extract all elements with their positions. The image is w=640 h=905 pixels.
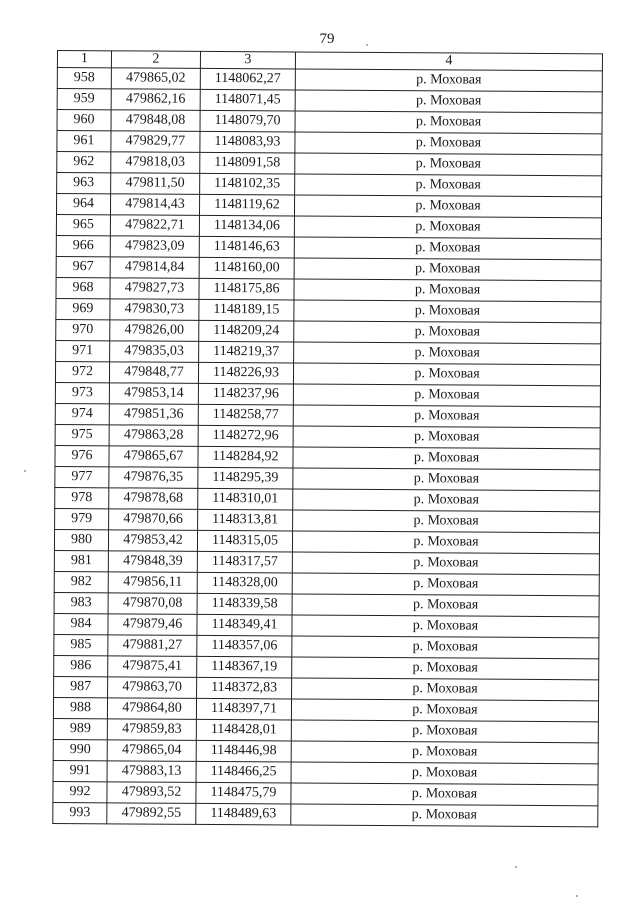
description-cell: р. Моховая (293, 468, 600, 491)
table-row (56, 235, 601, 259)
x-coordinate-cell: 479856,11 (108, 572, 197, 594)
description-cell: р. Моховая (293, 363, 600, 386)
table-row (56, 298, 601, 322)
point-number-cell: 972 (55, 361, 109, 382)
description-cell: р. Моховая (291, 783, 598, 806)
y-coordinate-cell: 1148119,62 (199, 194, 294, 216)
point-number-cell: 989 (53, 718, 107, 739)
point-number-cell: 971 (56, 340, 110, 361)
header-col-2: 2 (111, 51, 200, 69)
y-coordinate-cell: 1148102,35 (200, 173, 295, 195)
x-coordinate-cell: 479865,67 (109, 446, 198, 468)
table-row (57, 173, 602, 197)
y-coordinate-cell: 1148295,39 (198, 467, 293, 489)
table-row (57, 68, 602, 92)
description-cell: р. Моховая (295, 174, 602, 197)
x-coordinate-cell: 479814,43 (110, 194, 199, 216)
point-number-cell: 990 (53, 739, 107, 760)
table-row (57, 152, 602, 176)
table-row (56, 340, 601, 364)
y-coordinate-cell: 1148071,45 (200, 89, 295, 111)
table-row (54, 634, 599, 658)
description-cell: р. Моховая (292, 615, 599, 638)
description-cell: р. Моховая (293, 426, 600, 449)
description-cell: р. Моховая (295, 69, 602, 92)
table-row (55, 487, 600, 511)
description-cell: р. Моховая (291, 804, 598, 827)
description-cell: р. Моховая (292, 573, 599, 596)
y-coordinate-cell: 1148372,83 (197, 677, 292, 699)
x-coordinate-cell: 479853,42 (108, 530, 197, 552)
header-col-4: 4 (295, 52, 602, 71)
y-coordinate-cell: 1148357,06 (197, 635, 292, 657)
y-coordinate-cell: 1148146,63 (199, 236, 294, 258)
table-row (53, 802, 598, 826)
point-number-cell: 962 (57, 152, 111, 173)
description-cell: р. Моховая (295, 111, 602, 134)
table-row (55, 508, 600, 532)
point-number-cell: 982 (54, 571, 108, 592)
description-cell: р. Моховая (293, 510, 600, 533)
y-coordinate-cell: 1148339,58 (197, 593, 292, 615)
description-cell: р. Моховая (292, 636, 599, 659)
description-cell: р. Моховая (291, 762, 598, 785)
point-number-cell: 991 (53, 760, 107, 781)
scan-speck (24, 470, 26, 472)
scan-speck (366, 44, 368, 46)
table-row (54, 613, 599, 637)
y-coordinate-cell: 1148258,77 (198, 404, 293, 426)
y-coordinate-cell: 1148313,81 (198, 509, 293, 531)
y-coordinate-cell: 1148310,01 (198, 488, 293, 510)
table-row (54, 550, 599, 574)
x-coordinate-cell: 479835,03 (110, 341, 199, 363)
x-coordinate-cell: 479870,08 (108, 593, 197, 615)
point-number-cell: 984 (54, 613, 108, 634)
x-coordinate-cell: 479811,50 (111, 173, 200, 195)
description-cell: р. Моховая (292, 594, 599, 617)
x-coordinate-cell: 479822,71 (110, 215, 199, 237)
table-row (53, 781, 598, 805)
point-number-cell: 968 (56, 277, 110, 298)
y-coordinate-cell: 1148209,24 (199, 320, 294, 342)
x-coordinate-cell: 479829,77 (111, 131, 200, 153)
description-cell: р. Моховая (293, 384, 600, 407)
y-coordinate-cell: 1148446,98 (196, 740, 291, 762)
scan-speck (576, 895, 578, 897)
x-coordinate-cell: 479864,80 (107, 698, 196, 720)
y-coordinate-cell: 1148160,00 (199, 257, 294, 279)
y-coordinate-cell: 1148237,96 (198, 383, 293, 405)
description-cell: р. Моховая (294, 237, 601, 260)
y-coordinate-cell: 1148272,96 (198, 425, 293, 447)
table-row (55, 361, 600, 385)
table-row (57, 110, 602, 134)
table-row (57, 89, 602, 113)
table-row (56, 319, 601, 343)
y-coordinate-cell: 1148219,37 (199, 341, 294, 363)
point-number-cell: 965 (56, 214, 110, 235)
x-coordinate-cell: 479875,41 (108, 656, 197, 678)
point-number-cell: 966 (56, 235, 110, 256)
point-number-cell: 983 (54, 592, 108, 613)
point-number-cell: 978 (55, 487, 109, 508)
table-row (54, 571, 599, 595)
point-number-cell: 959 (57, 89, 111, 110)
description-cell: р. Моховая (293, 447, 600, 470)
description-cell: р. Моховая (291, 699, 598, 722)
x-coordinate-cell: 479892,55 (107, 803, 196, 825)
table-row (55, 445, 600, 469)
x-coordinate-cell: 479876,35 (109, 467, 198, 489)
y-coordinate-cell: 1148315,05 (197, 530, 292, 552)
x-coordinate-cell: 479848,08 (111, 110, 200, 132)
table-row (56, 277, 601, 301)
y-coordinate-cell: 1148328,00 (197, 572, 292, 594)
description-cell: р. Моховая (292, 531, 599, 554)
point-number-cell: 975 (55, 424, 109, 445)
x-coordinate-cell: 479859,83 (107, 719, 196, 741)
point-number-cell: 964 (56, 194, 110, 215)
table-row (56, 194, 601, 218)
table-row (53, 760, 598, 784)
x-coordinate-cell: 479865,02 (111, 68, 200, 90)
description-cell: р. Моховая (294, 195, 601, 218)
y-coordinate-cell: 1148349,41 (197, 614, 292, 636)
table-row (55, 403, 600, 427)
description-cell: р. Моховая (292, 657, 599, 680)
x-coordinate-cell: 479862,16 (111, 89, 200, 111)
y-coordinate-cell: 1148489,63 (196, 803, 291, 825)
table-row (55, 424, 600, 448)
x-coordinate-cell: 479830,73 (110, 299, 199, 321)
x-coordinate-cell: 479893,52 (107, 782, 196, 804)
y-coordinate-cell: 1148367,19 (197, 656, 292, 678)
coordinates-table (52, 50, 603, 827)
description-cell: р. Моховая (291, 741, 598, 764)
x-coordinate-cell: 479848,77 (109, 362, 198, 384)
table-row (54, 655, 599, 679)
description-cell: р. Моховая (294, 321, 601, 344)
description-cell: р. Моховая (294, 279, 601, 302)
y-coordinate-cell: 1148175,86 (199, 278, 294, 300)
point-number-cell: 987 (54, 676, 108, 697)
point-number-cell: 985 (54, 634, 108, 655)
description-cell: р. Моховая (294, 342, 601, 365)
y-coordinate-cell: 1148226,93 (198, 362, 293, 384)
x-coordinate-cell: 479883,13 (107, 761, 196, 783)
point-number-cell: 976 (55, 445, 109, 466)
point-number-cell: 958 (57, 68, 111, 89)
table-row (54, 676, 599, 700)
x-coordinate-cell: 479814,84 (110, 257, 199, 279)
y-coordinate-cell: 1148134,06 (199, 215, 294, 237)
x-coordinate-cell: 479863,28 (109, 425, 198, 447)
x-coordinate-cell: 479865,04 (107, 740, 196, 762)
table-row (55, 466, 600, 490)
point-number-cell: 974 (55, 403, 109, 424)
y-coordinate-cell: 1148091,58 (200, 152, 295, 174)
x-coordinate-cell: 479827,73 (110, 278, 199, 300)
table-row (56, 214, 601, 238)
point-number-cell: 979 (55, 508, 109, 529)
x-coordinate-cell: 479870,66 (109, 509, 198, 531)
x-coordinate-cell: 479879,46 (108, 614, 197, 636)
description-cell: р. Моховая (295, 90, 602, 113)
point-number-cell: 981 (54, 550, 108, 571)
description-cell: р. Моховая (294, 300, 601, 323)
table-row (54, 529, 599, 553)
x-coordinate-cell: 479848,39 (108, 551, 197, 573)
x-coordinate-cell: 479878,68 (109, 488, 198, 510)
description-cell: р. Моховая (294, 258, 601, 281)
point-number-cell: 973 (55, 382, 109, 403)
scan-speck (515, 866, 517, 868)
page-number: 79 (319, 31, 335, 47)
description-cell: р. Моховая (293, 489, 600, 512)
point-number-cell: 992 (53, 781, 107, 802)
description-cell: р. Моховая (293, 405, 600, 428)
y-coordinate-cell: 1148466,25 (196, 761, 291, 783)
x-coordinate-cell: 479823,09 (110, 236, 199, 258)
point-number-cell: 963 (57, 173, 111, 194)
description-cell: р. Моховая (295, 153, 602, 176)
point-number-cell: 960 (57, 110, 111, 131)
y-coordinate-cell: 1148083,93 (200, 131, 295, 153)
description-cell: р. Моховая (295, 132, 602, 155)
table-row (53, 697, 598, 721)
point-number-cell: 969 (56, 298, 110, 319)
x-coordinate-cell: 479826,00 (110, 320, 199, 342)
table-row (56, 256, 601, 280)
y-coordinate-cell: 1148317,57 (197, 551, 292, 573)
y-coordinate-cell: 1148079,70 (200, 110, 295, 132)
x-coordinate-cell: 479863,70 (108, 677, 197, 699)
table-row (57, 131, 602, 155)
y-coordinate-cell: 1148475,79 (196, 782, 291, 804)
table-row (55, 382, 600, 406)
y-coordinate-cell: 1148397,71 (196, 698, 291, 720)
point-number-cell: 977 (55, 466, 109, 487)
x-coordinate-cell: 479853,14 (109, 383, 198, 405)
header-col-3: 3 (200, 51, 295, 69)
description-cell: р. Моховая (294, 216, 601, 239)
description-cell: р. Моховая (291, 720, 598, 743)
y-coordinate-cell: 1148428,01 (196, 719, 291, 741)
point-number-cell: 980 (54, 529, 108, 550)
point-number-cell: 993 (53, 802, 107, 823)
description-cell: р. Моховая (292, 678, 599, 701)
point-number-cell: 988 (53, 697, 107, 718)
x-coordinate-cell: 479881,27 (108, 635, 197, 657)
y-coordinate-cell: 1148284,92 (198, 446, 293, 468)
point-number-cell: 967 (56, 256, 110, 277)
description-cell: р. Моховая (292, 552, 599, 575)
point-number-cell: 986 (54, 655, 108, 676)
point-number-cell: 961 (57, 131, 111, 152)
header-col-1: 1 (57, 51, 111, 68)
table-row (54, 592, 599, 616)
x-coordinate-cell: 479851,36 (109, 404, 198, 426)
x-coordinate-cell: 479818,03 (111, 152, 200, 174)
table-row (53, 739, 598, 763)
y-coordinate-cell: 1148062,27 (200, 68, 295, 90)
point-number-cell: 970 (56, 319, 110, 340)
y-coordinate-cell: 1148189,15 (199, 299, 294, 321)
table-row (53, 718, 598, 742)
